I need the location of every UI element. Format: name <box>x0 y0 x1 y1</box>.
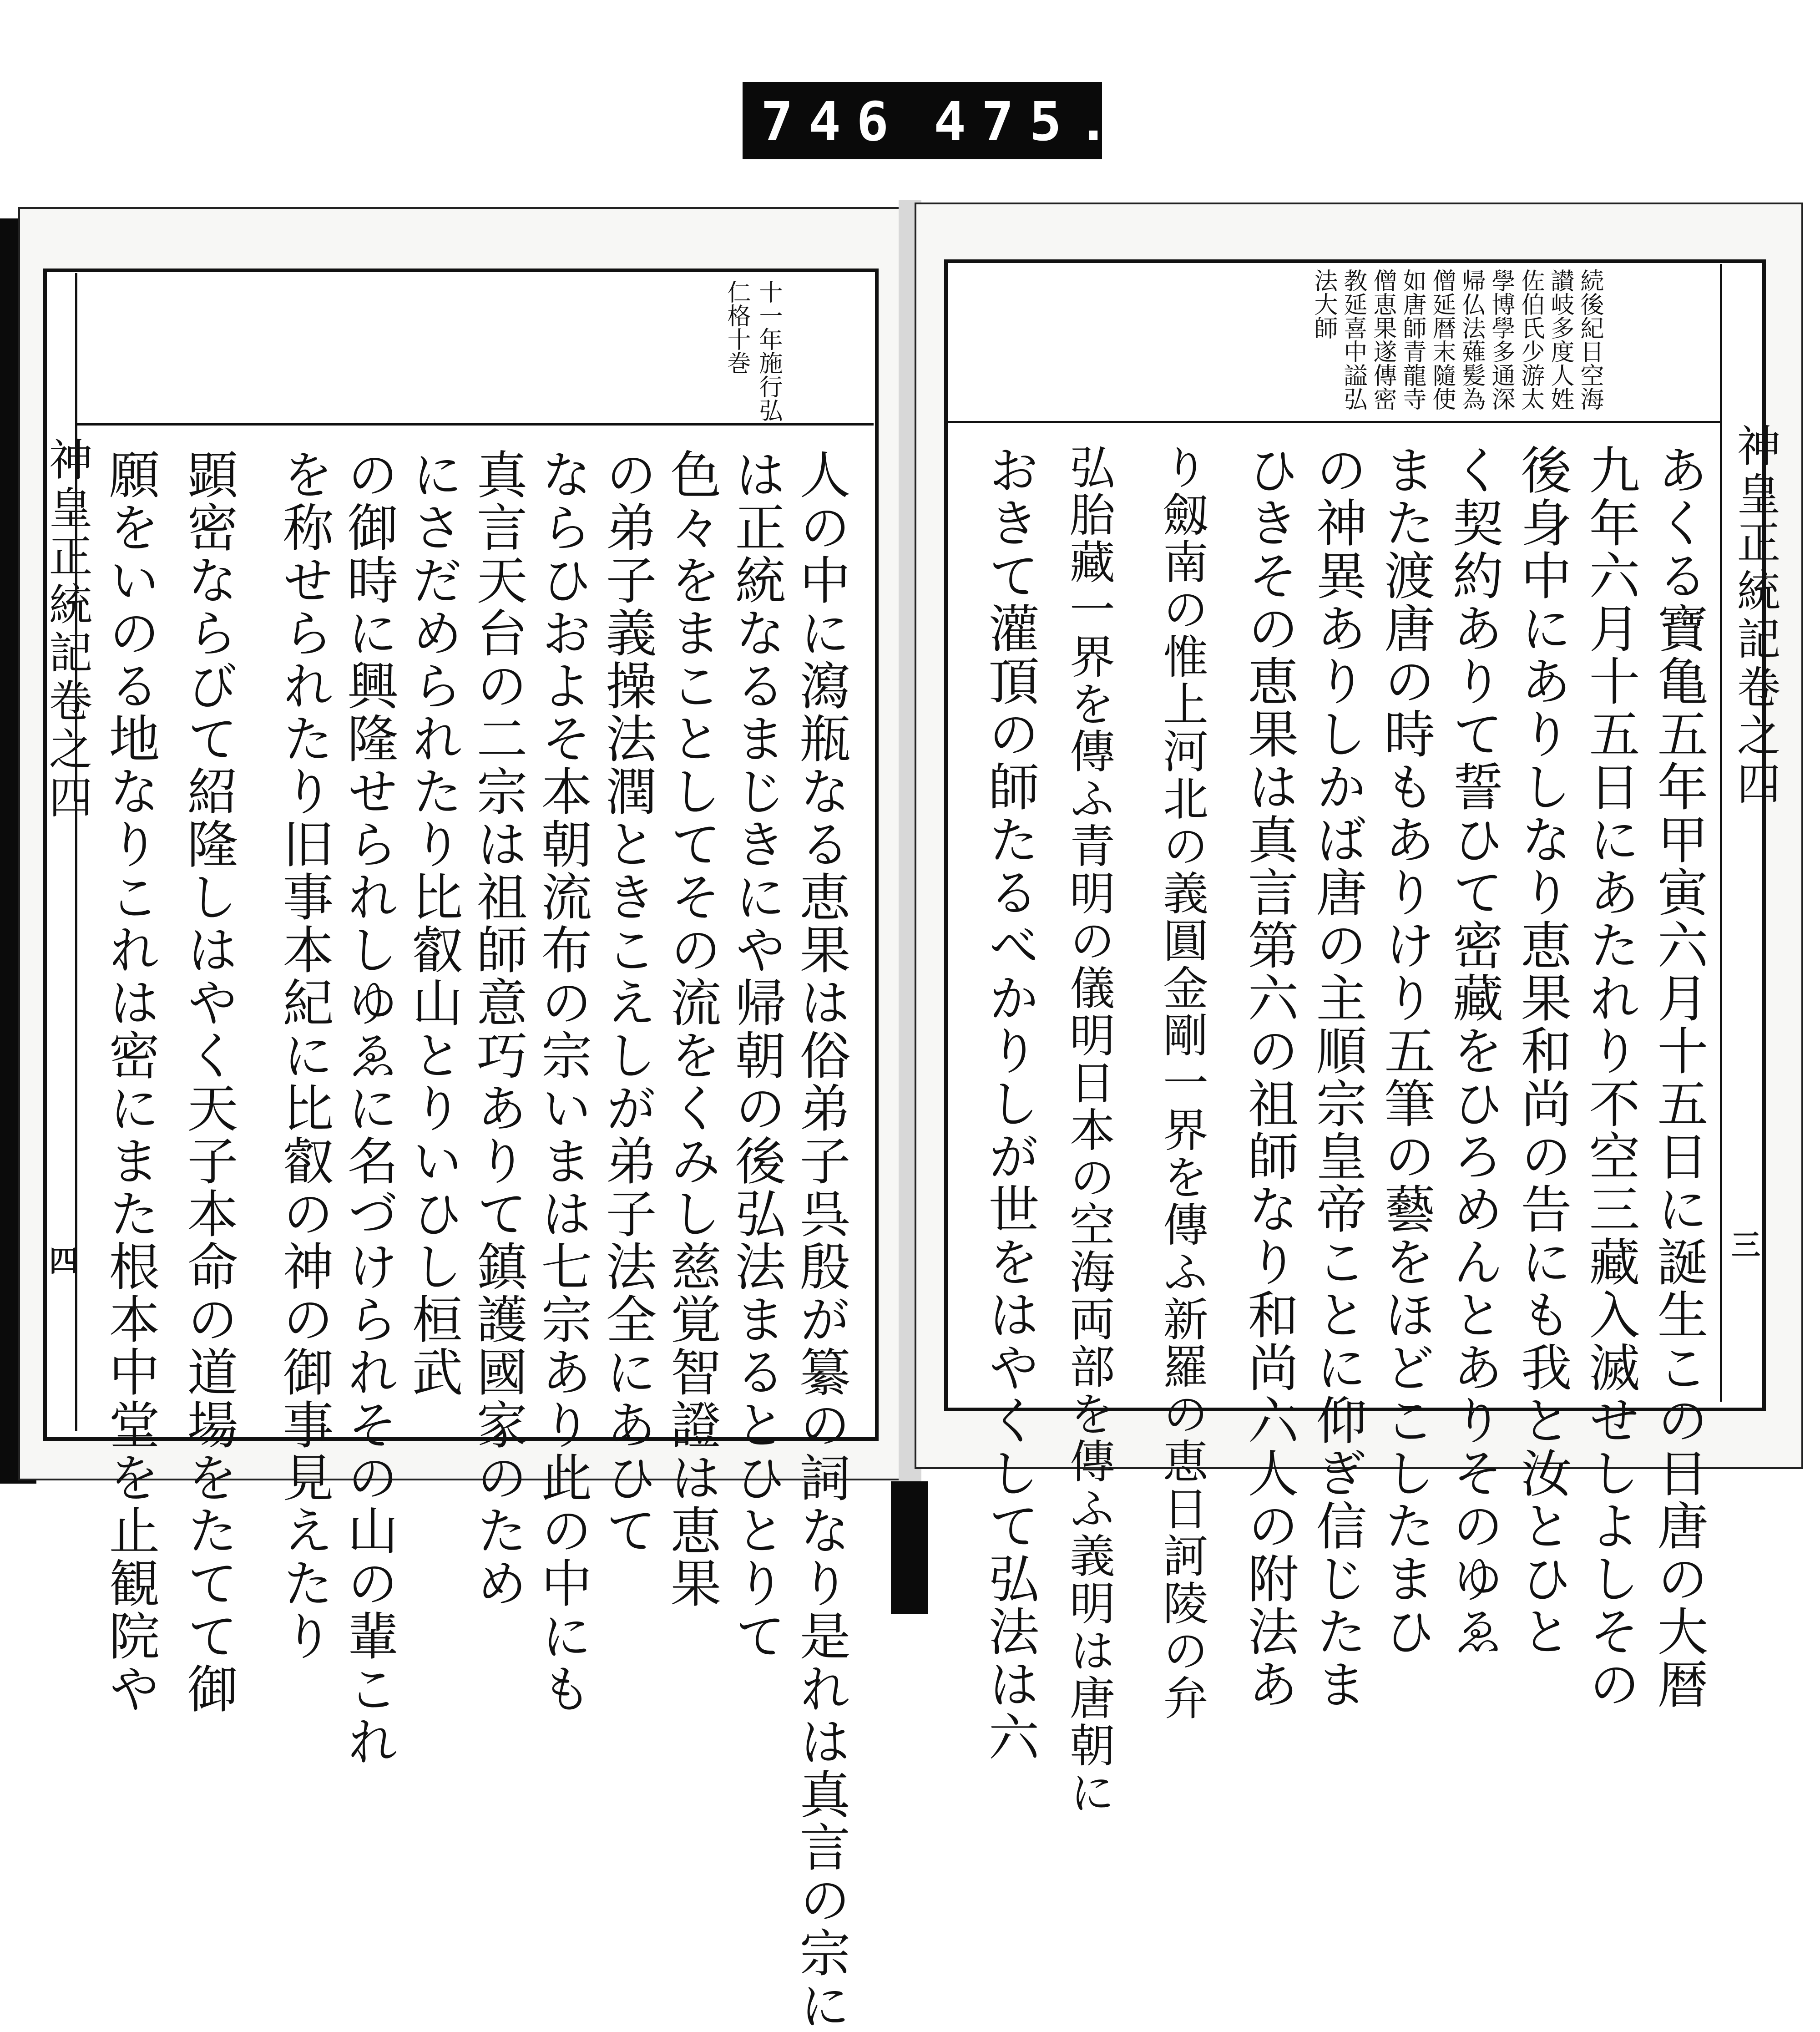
left-text-column: の御時に興隆せられしゆゑに名づけられその山の輩これ <box>339 448 398 1768</box>
left-text-column: 顕密ならびて紹隆しはやく天子本命の道場をたてて御 <box>179 448 238 1715</box>
right-text-column: く契約ありて誓ひて密藏をひろめんとありそのゆゑ <box>1444 444 1503 1658</box>
left-text-column: の弟子義操法潤ときこえしが弟子法全にあひて <box>597 448 657 1557</box>
left-running-title: 神皇正統記卷之四 <box>42 437 93 823</box>
right-head-note: 僧恵果遂傳密 <box>1369 269 1396 410</box>
book-spine-bottom <box>891 1481 928 1614</box>
left-head-note-2: 仁格十巻 <box>723 280 750 375</box>
left-text-column: 人の中に瀉瓶なる恵果は俗弟子呉殷が纂の詞なり是れは真言の宗に <box>791 448 850 2032</box>
right-text-column: 九年六月十五日にあたれり不空三藏入滅せしよしその <box>1581 444 1640 1711</box>
frame-number-left: 746 <box>761 90 905 153</box>
right-margin-rule <box>1720 264 1722 1402</box>
right-head-note: 學博學多通深 <box>1487 269 1515 410</box>
left-head-note-1: 十一年施行弘 <box>755 280 782 422</box>
right-head-note: 帰仏法薙髪為 <box>1458 269 1485 410</box>
right-running-title: 神皇正統記卷之四 <box>1730 423 1781 809</box>
left-text-column: を称せられたり旧事本紀に比叡の神の御事見えたり <box>274 448 334 1662</box>
right-text-column: また渡唐の時もありけり五筆の藝をほどこしたまひ <box>1376 444 1435 1658</box>
right-text-column: 後身中にありしなり恵果和尚の告にも我と汝とひと <box>1512 444 1572 1658</box>
left-text-column: 真言天台の二宗は祖師意巧ありて鎮護國家のため <box>468 448 527 1610</box>
film-frame-label <box>743 82 1125 159</box>
right-page-number: 三 <box>1731 1228 1760 1262</box>
left-text-column: 願をいのる地なりこれは密にまた根本中堂を止観院や <box>101 448 160 1715</box>
right-text-column: り劔南の惟上河北の義圓金剛一界を傳ふ新羅の恵日訶陵の弁 <box>1155 444 1208 1722</box>
right-text-column: 弘胎藏一界を傳ふ青明の儀明日本の空海両部を傳ふ義明は唐朝に <box>1062 444 1115 1816</box>
left-text-column: は正統なるまじきにや帰朝の後弘法まるとひとりて <box>727 448 786 1662</box>
right-head-note: 教延喜中謚弘 <box>1340 269 1367 410</box>
right-text-column: おきて灌頂の師たるべかりしが世をはやくして弘法は六 <box>980 444 1039 1763</box>
right-text-column: ひきその恵果は真言第六の祖師なり和尚六人の附法あ <box>1239 444 1299 1711</box>
right-head-note: 佐伯氏少游太 <box>1517 269 1544 410</box>
right-head-note: 続後紀日空海 <box>1576 269 1603 410</box>
left-text-column: にさだめられたり比叡山とりいひし桓武 <box>404 448 463 1399</box>
frame-number-right: 475. <box>934 90 1125 153</box>
right-head-note: 僧延暦末隨使 <box>1428 269 1456 410</box>
right-head-note: 如唐師青龍寺 <box>1399 269 1426 410</box>
right-text-column: あくる寶亀五年甲寅六月十五日に誕生この日唐の大暦 <box>1649 444 1708 1711</box>
right-text-column: の神異ありしかば唐の主順宗皇帝ことに仰ぎ信じたま <box>1308 444 1367 1711</box>
right-headnote-rule <box>946 421 1720 423</box>
left-text-column: 色々をまことしてその流をくみし慈覚智證は恵果 <box>662 448 721 1610</box>
right-head-note: 讃岐多度人姓 <box>1547 269 1574 410</box>
left-headnote-rule <box>75 423 874 426</box>
left-text-column: ならひおよそ本朝流布の宗いまは七宗あり此の中にも <box>533 448 592 1715</box>
right-head-note: 法大師 <box>1310 269 1337 340</box>
left-page-number: 四 <box>49 1244 78 1278</box>
